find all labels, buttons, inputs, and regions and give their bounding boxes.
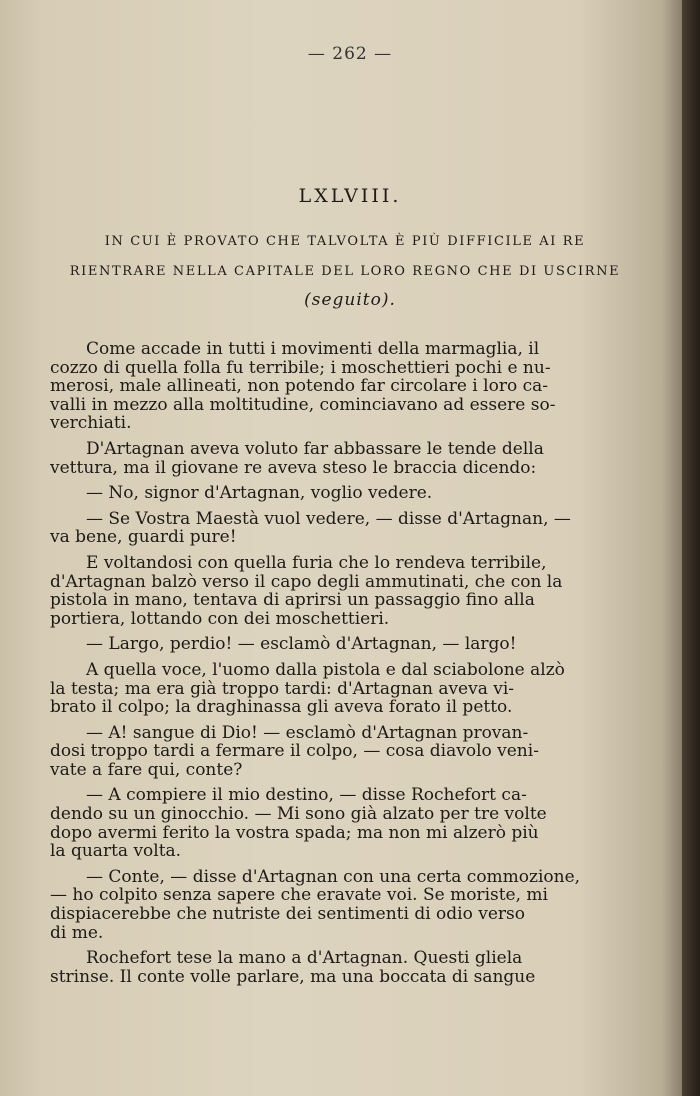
paragraph	[50, 868, 615, 942]
text-line: merosi, male allineati, non potendo far circolare i loro ca-	[50, 376, 548, 397]
text-line: D'Artagnan aveva voluto far abbassare le tende della	[86, 438, 544, 459]
text-line: A quella voce, l'uomo dalla pistola e dal sciabolone alzò	[86, 659, 565, 680]
text-line: vettura, ma il giovane re aveva steso le braccia dicendo:	[50, 457, 537, 478]
paragraph	[50, 440, 615, 477]
text-line: pistola in mano, tentava di aprirsi un passaggio fino alla	[50, 590, 535, 611]
book-spine-edge	[682, 0, 700, 1096]
page-number: — 262 —	[307, 44, 393, 64]
text-line: dispiacerebbe che nutriste dei sentimenti di odio verso	[50, 904, 525, 925]
paragraph	[50, 949, 615, 986]
paragraph	[50, 510, 615, 547]
paragraph	[50, 724, 615, 780]
text-line: — Se Vostra Maestà vuol vedere, — disse d'Artagnan, —	[86, 508, 571, 529]
text-line: Come accade in tutti i movimenti della marmaglia, il	[86, 339, 540, 359]
text-line: — ho colpito senza sapere che eravate voi. Se moriste, mi	[50, 885, 548, 906]
text-line: — A! sangue di Dio! — esclamò d'Artagnan provan-	[86, 722, 529, 743]
paragraph	[50, 554, 615, 628]
paragraph	[50, 661, 615, 717]
text-line: dosi troppo tardi a fermare il colpo, — cosa diavolo veni-	[50, 741, 539, 762]
text-line: — Largo, perdio! — esclamò d'Artagnan, — largo!	[86, 634, 517, 655]
body-text	[50, 340, 615, 986]
paragraph	[50, 484, 615, 503]
text-line: verchiati.	[50, 413, 132, 434]
text-line: va bene, guardi pure!	[50, 527, 237, 548]
text-line: vate a fare qui, conte?	[50, 759, 243, 780]
paragraph	[50, 635, 615, 654]
paragraph	[50, 340, 615, 433]
text-line: — Conte, — disse d'Artagnan con una certa commozione,	[86, 866, 581, 887]
paragraph	[50, 786, 615, 860]
text-line: valli in mezzo alla moltitudine, cominciavano ad essere so-	[50, 394, 556, 415]
chapter-subtitle-continued: (seguito).	[304, 290, 396, 310]
chapter-subtitle-line-1: IN CUI È PROVATO CHE TALVOLTA È PIÙ DIFFICILE AI RE	[104, 234, 586, 249]
text-line: di me.	[50, 922, 104, 943]
text-line: la quarta volta.	[50, 841, 182, 862]
text-line: brato il colpo; la draghinassa gli aveva forato il petto.	[50, 697, 513, 718]
text-line: Rochefort tese la mano a d'Artagnan. Questi gliela	[86, 948, 523, 969]
text-line: d'Artagnan balzò verso il capo degli ammutinati, che con la	[50, 571, 563, 592]
chapter-subtitle-line-2: RIENTRARE NELLA CAPITALE DEL LORO REGNO CHE DI USCIRNE	[69, 264, 621, 279]
text-line: — A compiere il mio destino, — disse Rochefort ca-	[86, 785, 527, 806]
text-line: dopo avermi ferito la vostra spada; ma non mi alzerò più	[50, 822, 539, 843]
text-line: dendo su un ginocchio. — Mi sono già alzato per tre volte	[50, 804, 547, 825]
text-line: la testa; ma era già troppo tardi: d'Artagnan aveva vi-	[50, 678, 515, 699]
text-line: cozzo di quella folla fu terribile; i moschettieri pochi e nu-	[50, 357, 551, 378]
text-line: — No, signor d'Artagnan, voglio vedere.	[86, 483, 433, 504]
text-line: E voltandosi con quella furia che lo rendeva terribile,	[86, 552, 547, 573]
text-line: portiera, lottando con dei moschettieri.	[50, 608, 390, 629]
chapter-number: LXLVIII.	[298, 185, 402, 207]
text-line: strinse. Il conte volle parlare, ma una boccata di sangue	[50, 966, 536, 987]
